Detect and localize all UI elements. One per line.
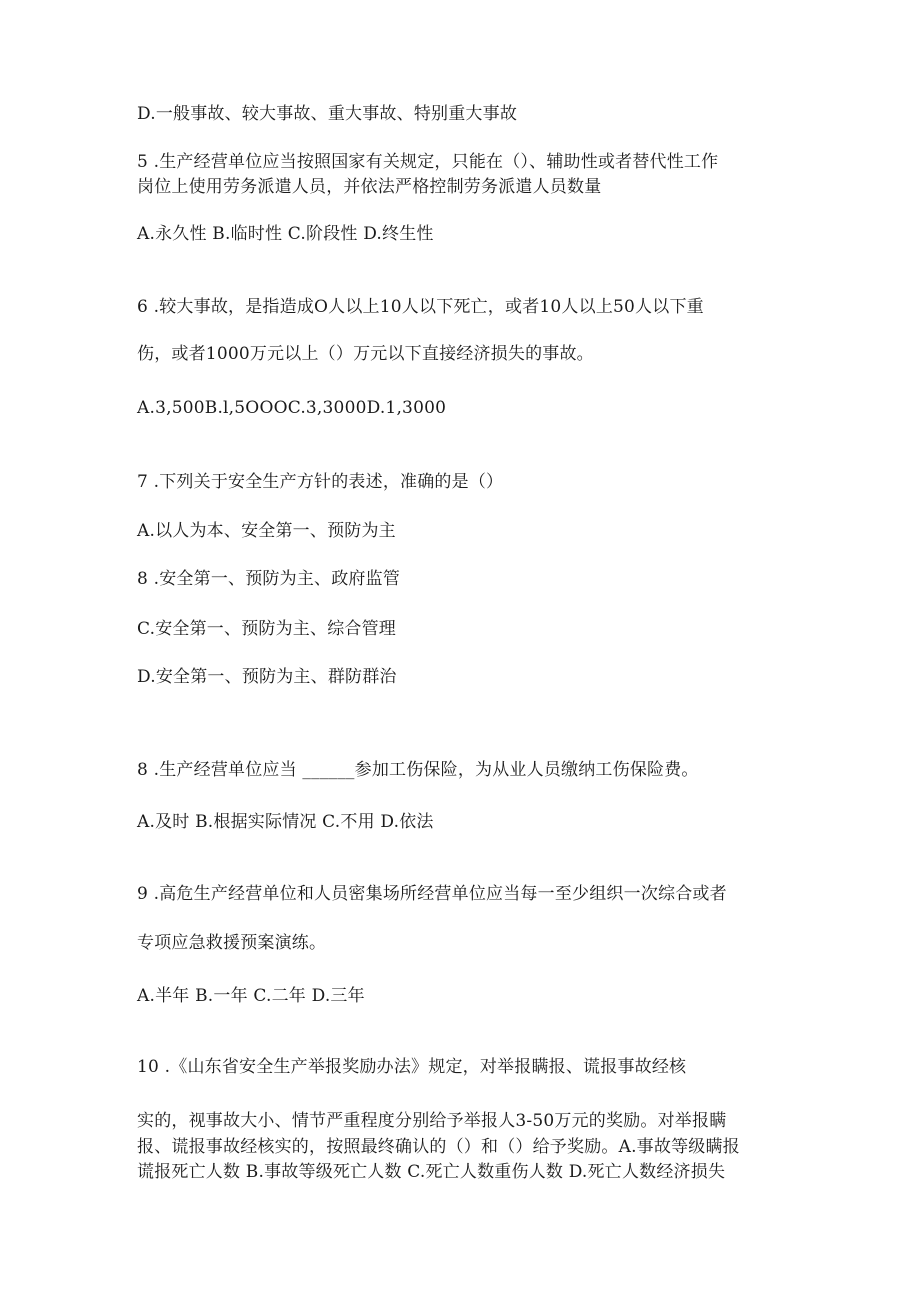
q10-options: 谎报死亡人数 B.事故等级死亡人数 C.死亡人数重伤人数 D.死亡人数经济损失 [137, 1162, 726, 1182]
q6-options: A.3,500B.l,5OOOC.3,3000D.1,3000 [137, 398, 447, 418]
q9-stem-line1: 9 .高危生产经营单位和人员密集场所经营单位应当每一至少组织一次综合或者 [137, 884, 727, 904]
q5-options: A.永久性 B.临时性 C.阶段性 D.终生性 [137, 224, 434, 244]
q9-options: A.半年 B.一年 C.二年 D.三年 [137, 986, 365, 1006]
q4-option-d: D.一般事故、较大事故、重大事故、特别重大事故 [137, 104, 518, 124]
q7-stem: 7 .下列关于安全生产方针的表述，准确的是（） [137, 472, 504, 492]
q5-stem-line2: 岗位上使用劳务派遣人员，并依法严格控制劳务派遣人员数量 [137, 177, 602, 197]
q6-stem-line2: 伤，或者1000万元以上（）万元以下直接经济损失的事故。 [137, 344, 594, 364]
q10-stem-line2: 实的，视事故大小、情节严重程度分别给予举报人3-50万元的奖励。对举报瞒 [137, 1111, 727, 1131]
q9-stem-line2: 专项应急救援预案演练。 [137, 933, 327, 953]
q10-stem-line1: 10 .《山东省安全生产举报奖励办法》规定，对举报瞒报、谎报事故经核 [137, 1057, 687, 1077]
q5-stem-line1: 5 .生产经营单位应当按照国家有关规定，只能在（）、辅助性或者替代性工作 [137, 152, 719, 172]
q7-option-b: 8 .安全第一、预防为主、政府监管 [137, 569, 401, 589]
q7-option-c: C.安全第一、预防为主、综合管理 [137, 619, 397, 639]
q10-stem-line3: 报、谎报事故经核实的，按照最终确认的（）和（）给予奖励。A.事故等级瞒报 [137, 1137, 740, 1157]
q6-stem-line1: 6 .较大事故，是指造成O人以上10人以下死亡，或者10人以上50人以下重 [137, 297, 704, 317]
q7-option-d: D.安全第一、预防为主、群防群治 [137, 667, 397, 687]
q8-stem: 8 .生产经营单位应当 ______参加工伤保险，为从业人员缴纳工伤保险费。 [137, 760, 699, 780]
q8-options: A.及时 B.根据实际情况 C.不用 D.依法 [137, 812, 434, 832]
q7-option-a: A.以人为本、安全第一、预防为主 [137, 521, 396, 541]
